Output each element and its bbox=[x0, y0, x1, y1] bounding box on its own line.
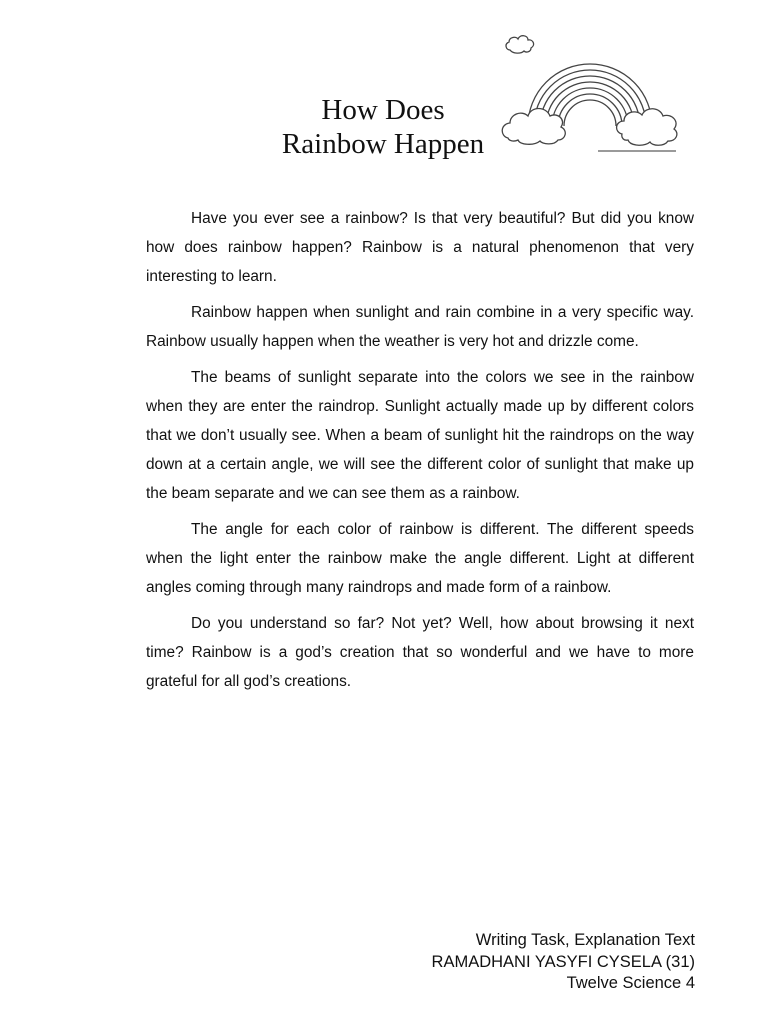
signature-block bbox=[432, 930, 695, 995]
title-line-2: Rainbow Happen bbox=[281, 128, 485, 160]
body-text bbox=[146, 204, 694, 703]
signature-task: Writing Task, Explanation Text bbox=[475, 931, 695, 949]
title-line-1: How Does bbox=[321, 94, 445, 126]
page-title bbox=[230, 93, 536, 161]
paragraph-5: Do you understand so far? Not yet? Well, how about browsing it next time? Rainbow is a god’s creation that so wonderful and we have to more grateful for all god’s creations. bbox=[146, 615, 694, 690]
paragraph-4: The angle for each color of rainbow is different. The different speeds when the light enter the rainbow make the angle different. Light at different angles coming through many raindrops and made form of a rainbow. bbox=[146, 521, 694, 596]
signature-author: RAMADHANI YASYFI CYSELA (31) bbox=[431, 952, 695, 971]
paragraph-3: The beams of sunlight separate into the colors we see in the rainbow when they are enter the raindrop. Sunlight actually made up by different colors that we don’t usually see. When a beam of sunlight hit the raindrops on the way down at a certain angle, we will see the different color of sunlight that make up the beam separate and we can see them as a rainbow. bbox=[146, 369, 694, 502]
paragraph-2: Rainbow happen when sunlight and rain combine in a very specific way. Rainbow usually happen when the weather is very hot and drizzle come. bbox=[146, 304, 694, 350]
paragraph-1: Have you ever see a rainbow? Is that very beautiful? But did you know how does rainbow happen? Rainbow is a natural phenomenon that very interesting to learn. bbox=[146, 210, 694, 285]
signature-class: Twelve Science 4 bbox=[566, 974, 695, 992]
